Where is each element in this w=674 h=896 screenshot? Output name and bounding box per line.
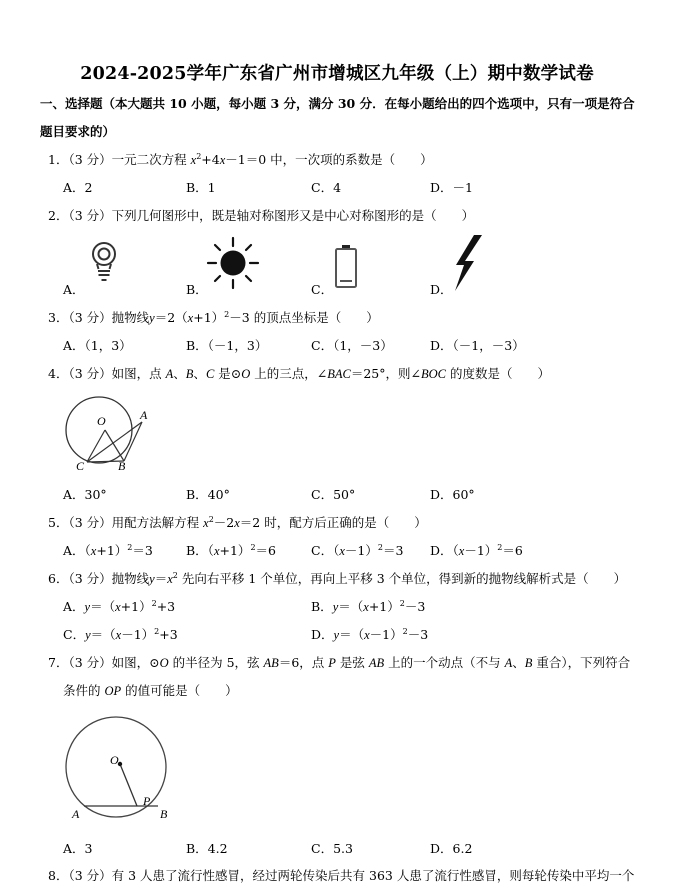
question-text: +1） [193,310,225,325]
question-2 [48,206,474,224]
math-var: B [524,656,533,670]
question-text: －2 [213,515,235,530]
option-text: －1） [464,543,498,558]
figure-label-b: B [118,459,126,473]
section-heading-line2: 题目要求的） [40,124,116,139]
question-text: 抛物线 [111,571,150,586]
lightning-icon [452,234,486,292]
math-exponent: 2 [402,627,408,636]
q1-option-b[interactable]: B．1 [186,180,216,195]
q6-option-d[interactable] [311,625,428,643]
math-var: AB [368,656,385,670]
question-text: ＝2（ [154,310,188,325]
q1-option-d[interactable]: D．－1 [430,180,473,195]
circle-figure-q4 [55,392,165,477]
option-text: +1） [368,599,400,614]
math-var: y [333,628,340,642]
question-number: 1．（3 分） [48,152,112,167]
battery-icon [334,244,358,290]
question-text: 如图，点 [111,366,166,381]
math-var: y [85,628,91,642]
math-var: x [219,153,226,167]
option-text: －1） [369,627,403,642]
q7-option-a[interactable]: A．3 [63,841,93,856]
math-exponent: 2 [172,571,178,580]
question-text: 、 [512,655,525,670]
option-text: +1） [219,543,251,558]
q2-option-b[interactable]: B． [186,282,208,297]
question-text: 上的三点，∠ [250,366,328,381]
math-var: x [364,628,370,642]
question-5 [48,513,427,531]
question-number: 4．（3 分） [48,366,112,381]
math-var: BOC [420,367,446,381]
option-text: ＝（ [90,627,116,642]
option-text: ＝6 [255,543,276,558]
math-var: x [234,516,240,530]
math-var: y [84,600,91,614]
question-text: 是弦 [335,655,369,670]
math-exponent: 2 [196,152,202,161]
q5-option-c[interactable] [311,541,403,559]
question-text: －3 的顶点坐标是（ ） [229,310,379,325]
q6-option-c[interactable] [63,625,178,643]
math-var: x [167,572,173,586]
question-text: 、 [173,366,186,381]
math-exponent: 2 [127,543,133,552]
question-6 [48,569,626,587]
question-text: 如图，⊙ [111,655,160,670]
figure-label-o: O [97,414,106,428]
question-number: 2．（3 分） [48,208,112,223]
question-text: ＝ [154,571,168,586]
q5-option-b[interactable] [186,541,276,559]
option-text: C． [63,627,86,642]
q5-option-d[interactable] [430,541,523,559]
figure-label-a: A [140,408,148,422]
math-var: x [363,600,369,614]
option-text: －3 [407,627,429,642]
question-text: 有 3 人患了流行性感冒，经过两轮传染后共有 363 人患了流行性感冒，则每轮传染中平均一个 [111,868,635,883]
question-text: ＝25°，则∠ [350,366,421,381]
question-text: 用配方法解方程 [111,515,204,530]
question-text: 的度数是（ ） [445,366,550,381]
figure-label-c: C [76,459,85,473]
math-var: x [90,544,97,558]
math-exponent: 2 [224,310,230,319]
math-var: AB [263,656,279,670]
q7-option-c[interactable]: C．5.3 [311,841,353,856]
question-1 [48,150,433,168]
question-text: 条件的 [63,683,105,698]
q2-option-d[interactable]: D． [430,282,453,297]
option-text: +1） [120,599,152,614]
q4-option-a[interactable]: A．30° [63,487,107,502]
q2-option-c[interactable]: C． [311,282,334,297]
math-exponent: 2 [208,515,214,524]
math-var: O [241,367,251,381]
option-text: +3 [156,599,176,614]
option-text: ＝（ [338,599,364,614]
option-text: A． [63,599,85,614]
question-number: 5．（3 分） [48,515,112,530]
math-var: P [328,656,336,670]
figure-label-a: A [72,807,80,821]
math-var: x [213,544,220,558]
question-text: 先向右平移 1 个单位，再向上平移 3 个单位，得到新的抛物线解析式是（ ） [177,571,627,586]
option-text: +1） [96,543,128,558]
q3-option-b[interactable]: B．（－1，3） [186,338,268,353]
q5-option-a[interactable] [63,541,153,559]
math-exponent: 2 [497,543,503,552]
math-var: BAC [327,367,351,381]
exam-title: 2024-2025学年广东省广州市增城区九年级（上）期中数学试卷 [80,64,594,84]
question-number: 3．（3 分） [48,310,112,325]
question-text: 一元二次方程 [111,152,191,167]
option-text: －1） [121,627,155,642]
math-exponent: 2 [151,599,157,608]
q6-option-b[interactable] [311,597,425,615]
option-text: －1） [344,543,378,558]
question-text: －1＝0 中，一次项的系数是（ ） [225,152,433,167]
q6-option-a[interactable] [63,597,175,615]
figure-label-p: P [143,794,151,808]
math-var: x [339,544,345,558]
q3-option-c[interactable]: C．（1，－3） [311,338,393,353]
option-text: B． [311,599,333,614]
question-text: ＝6，点 [278,655,329,670]
option-text: D．（ [430,543,459,558]
section-heading-line1: 一、选择题（本大题共 10 小题，每小题 3 分，满分 30 分．在每小题给出的四个选项中，只有一项是符合 [40,96,635,111]
q7-option-b[interactable]: B．4.2 [186,841,228,856]
q7-option-d[interactable]: D．6.2 [430,841,473,856]
question-text: 是⊙ [214,366,242,381]
sun-icon [206,236,260,290]
option-text: ＝3 [382,543,404,558]
q4-option-c[interactable]: C．50° [311,487,356,502]
question-text: 上的一个动点（不与 [384,655,505,670]
lightbulb-icon [86,238,122,288]
math-var: x [115,600,121,614]
math-var: x [203,516,209,530]
question-text: ＝2 时，配方后正确的是（ ） [239,515,427,530]
math-var: C [205,367,215,381]
option-text: ＝（ [339,627,365,642]
option-text: ＝（ [90,599,116,614]
question-text: 的值可能是（ ） [121,683,238,698]
math-exponent: 2 [399,599,405,608]
figure-label-b: B [160,807,168,821]
math-var: x [115,628,122,642]
q1-option-c[interactable]: C．4 [311,180,342,195]
math-var: OP [104,684,122,698]
option-text: B．（ [186,543,214,558]
math-var: x [187,311,194,325]
math-var: x [190,153,197,167]
question-4 [48,364,550,382]
math-var: O [159,656,169,670]
option-text: C．（ [311,543,340,558]
option-text: ＝6 [502,543,523,558]
question-text: 的半径为 5，弦 [168,655,264,670]
math-exponent: 2 [377,543,383,552]
math-var: B [185,367,194,381]
q3-option-a[interactable]: A．（1，3） [63,338,132,353]
q3-option-d[interactable]: D．（－1，－3） [430,338,525,353]
question-7 [48,653,630,671]
question-number: 6．（3 分） [48,571,112,586]
question-text: 、 [193,366,206,381]
math-exponent: 2 [250,543,256,552]
question-3 [48,308,379,326]
q1-option-a[interactable]: A．2 [63,180,93,195]
q4-option-d[interactable]: D．60° [430,487,475,502]
option-text: ＝3 [132,543,153,558]
option-text: －3 [404,599,426,614]
question-text: 下列几何图形中，既是轴对称图形又是中心对称图形的是（ ） [111,208,475,223]
question-number: 8．（3 分） [48,868,112,883]
math-exponent: 2 [154,627,160,636]
question-text: +4 [201,152,220,167]
math-var: A [504,656,513,670]
question-8 [48,866,634,884]
q4-option-b[interactable]: B．40° [186,487,230,502]
math-var: y [149,572,155,586]
figure-label-o: O [110,753,119,767]
math-var: y [332,600,339,614]
math-var: A [165,367,174,381]
q2-option-a[interactable]: A． [63,282,85,297]
question-text: 重合），下列符合 [532,655,631,670]
question-number: 7．（3 分） [48,655,112,670]
math-var: y [149,311,155,325]
option-text: +3 [159,627,178,642]
math-var: x [458,544,465,558]
option-text: A．（ [63,543,91,558]
question-text: 抛物线 [111,310,150,325]
question-7-line2 [63,681,238,699]
option-text: D． [311,627,334,642]
